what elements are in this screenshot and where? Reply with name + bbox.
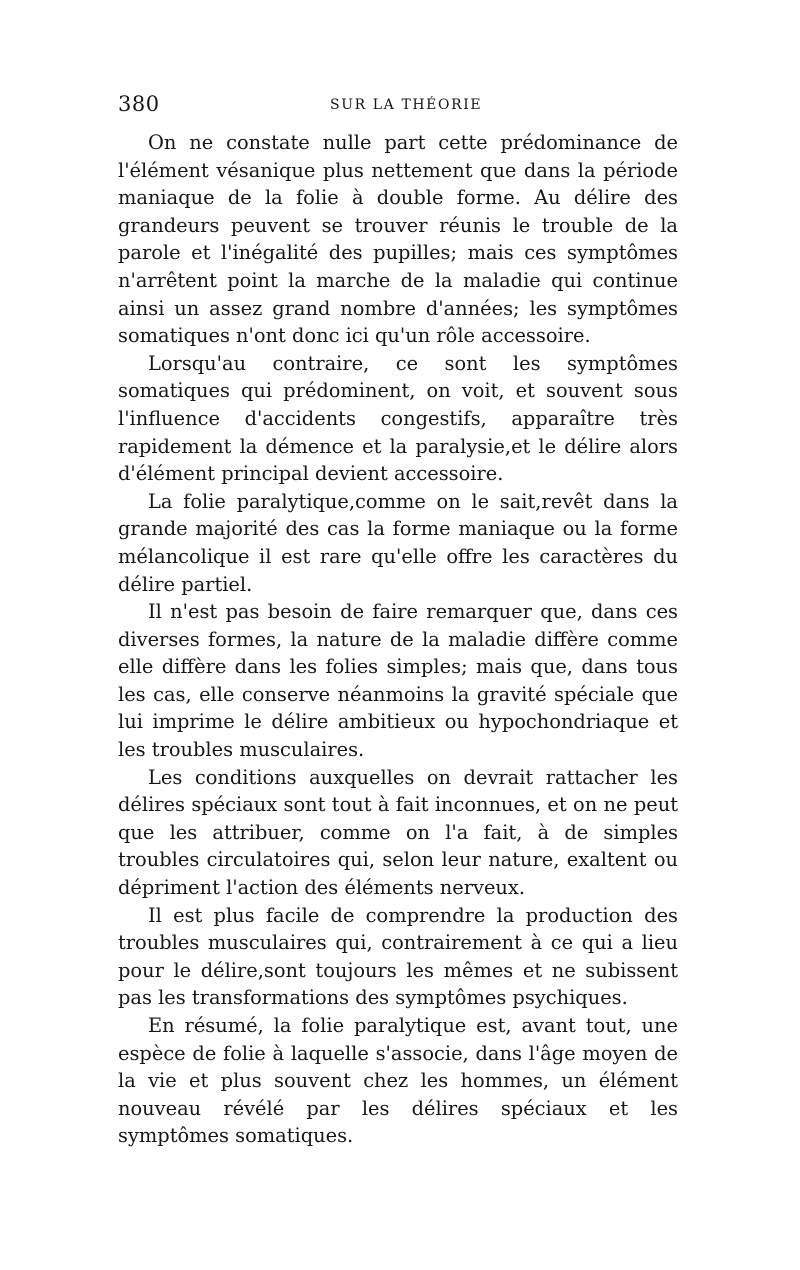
page-number: 380 bbox=[118, 92, 160, 116]
running-title: SUR LA THÉORIE bbox=[330, 97, 483, 113]
paragraph-6: Il est plus facile de comprendre la production des troubles musculaires qui, contrairement à ce qui a lieu pour le délire,sont toujours les mêmes et ne subissent pas les transformations des symptômes psychiques. bbox=[118, 903, 678, 1010]
paragraph-4: Il n'est pas besoin de faire remarquer que, dans ces diverses formes, la nature de la maladie diffère comme elle diffère dans les folies simples; mais que, dans tous les cas, elle conserve néanmoins la gravité spéciale que lui imprime le délire ambitieux ou hypochondriaque et les troubles musculaires. bbox=[118, 600, 678, 762]
paragraph-2: Lorsqu'au contraire, ce sont les symptômes somatiques qui prédominent, on voit, et souvent sous l'influence d'accidents congestifs, apparaître très rapidement la démence et la paralysie,et le délire alors d'élément principal devient accessoire. bbox=[118, 351, 678, 486]
paragraph-3: La folie paralytique,comme on le sait,revêt dans la grande majorité des cas la forme maniaque ou la forme mélancolique il est rare qu'elle offre les caractères du délire partiel. bbox=[118, 489, 678, 596]
paragraph-5: Les conditions auxquelles on devrait rattacher les délires spéciaux sont tout à fait inconnues, et on ne peut que les attribuer, comme on l'a fait, à de simples troubles circulatoires qui, selon leur nature, exaltent ou dépriment l'action des éléments nerveux. bbox=[118, 765, 678, 900]
paragraph-1: On ne constate nulle part cette prédominance de l'élément vésanique plus nettement que dans la période maniaque de la folie à double forme. Au délire des grandeurs peuvent se trouver réunis le trouble de la parole et l'inégalité des pupilles; mais ces symptômes n'arrêtent point la marche de la maladie qui continue ainsi un assez grand nombre d'années; les symptômes somatiques n'ont donc ici qu'un rôle accessoire. bbox=[118, 131, 678, 348]
paragraph-7: En résumé, la folie paralytique est, avant tout, une espèce de folie à laquelle s'associe, dans l'âge moyen de la vie et plus souvent chez les hommes, un élément nouveau révélé par les délires spéciaux et les symptômes somatiques. bbox=[118, 1014, 678, 1148]
running-head bbox=[118, 92, 680, 122]
body-text bbox=[118, 129, 678, 1150]
